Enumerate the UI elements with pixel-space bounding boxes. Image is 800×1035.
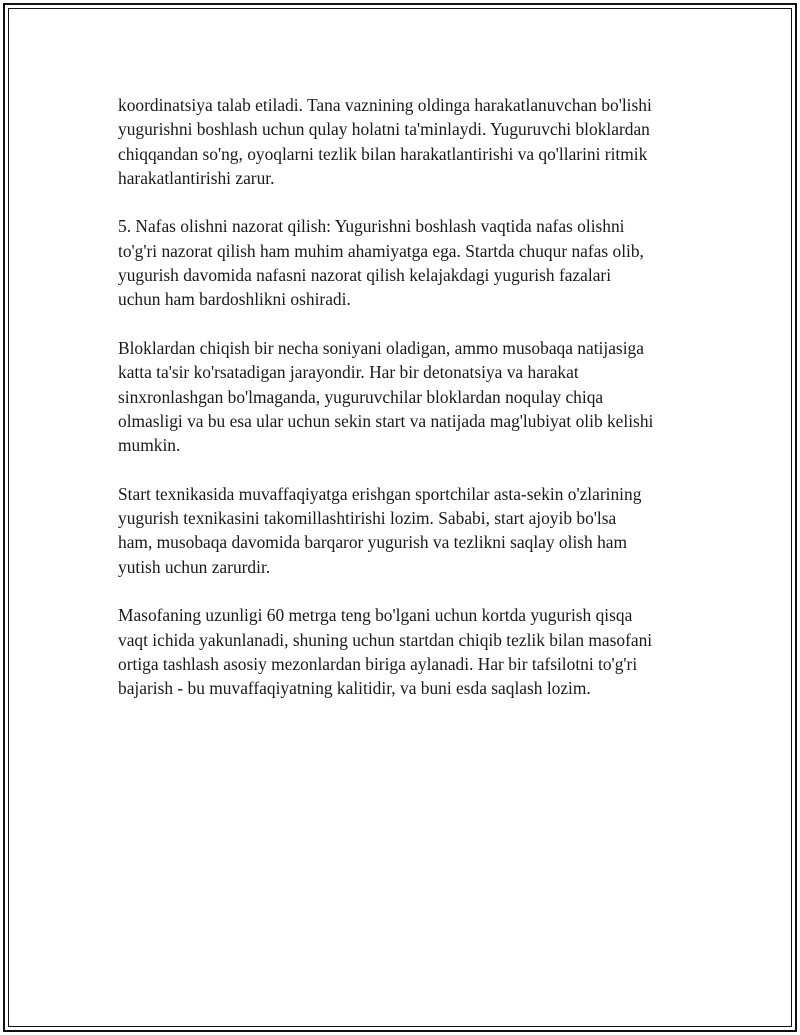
paragraph-distance: Masofaning uzunligi 60 metrga teng bo'lgani uchun kortda yugurish qisqa vaqt ichida yakunlanadi, shuning uchun startdan chiqib tezlik bilan masofani ortiga tashlash asosiy mezonlardan biriga aylanadi. Har bir tafsilotni to'g'ri bajarish - bu muvaffaqiyatning kalitidir, va buni esda saqlash lozim. — [118, 605, 653, 699]
paragraph-coordination: koordinatsiya talab etiladi. Tana vaznining oldinga harakatlanuvchan bo'lishi yugurishni boshlash uchun qulay holatni ta'minlaydi. Yuguruvchi bloklardan chiqqandan so'ng, oyoqlarni tezlik bilan harakatlantirishi va qo'llarini ritmik harakatlantirishi zarur. — [118, 95, 652, 188]
document-body — [118, 93, 698, 725]
paragraph-start-technique: Start texnikasida muvaffaqiyatga erishgan sportchilar asta-sekin o'zlarining yugurish texnikasini takomillashtirishi lozim. Sababi, start ajoyib bo'lsa ham, musobaqa davomida barqaror yugurish va tezlikni saqlay olish ham yutish uchun zarurdir. — [118, 483, 642, 577]
paragraph-block-exit: Bloklardan chiqish bir necha soniyani oladigan, ammo musobaqa natijasiga katta ta'sir ko'rsatadigan jarayondir. Har bir detonatsiya va harakat sinxronlashgan bo'lmaganda, yuguruvchilar bloklardan noqulay chiqa olmasligi va bu esa ular uchun sekin start va natijada mag'lubiyat olib kelishi mumkin. — [118, 337, 654, 456]
paragraph-breathing-control: 5. Nafas olishni nazorat qilish: Yugurishni boshlash vaqtida nafas olishni to'g'ri nazorat qilish ham muhim ahamiyatga ega. Startda chuqur nafas olib, yugurish davomida nafasni nazorat qilish kelajakdagi yugurish fazalari uchun ham bardoshlikni oshiradi. — [118, 216, 644, 310]
